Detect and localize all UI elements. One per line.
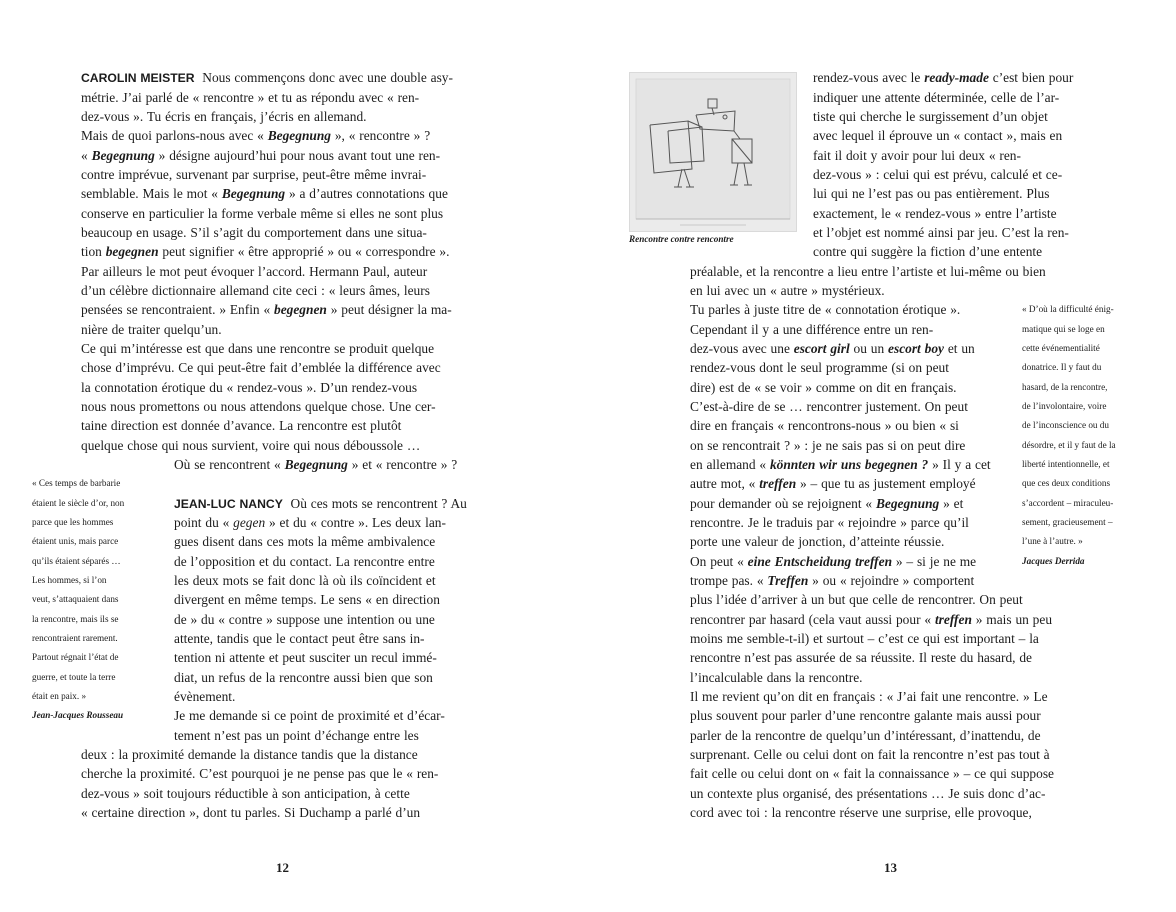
sidenote-line: guerre, et toute la terre bbox=[32, 672, 116, 682]
text-line: rendez-vous dont le seul programme (si on peut bbox=[690, 360, 949, 375]
text-line: rencontrer par hasard (cela vaut aussi pour « treffen » mais un peu bbox=[690, 612, 1053, 627]
text-line: exactement, le « rendez-vous » entre l’artiste bbox=[813, 206, 1057, 221]
text-line: nous nous promettons ou nous attendons quelque chose. Une cer- bbox=[81, 399, 436, 414]
text-line: cord avec toi : la rencontre réserve une surprise, elle provoque, bbox=[690, 805, 1032, 820]
speaker-name: CAROLIN MEISTER bbox=[81, 71, 195, 85]
text-line: « Begegnung » désigne aujourd’hui pour nous avant tout une ren- bbox=[81, 148, 441, 163]
sidenote-line: liberté intentionnelle, et bbox=[1022, 459, 1110, 469]
sidenote-line: de l’involontaire, voire bbox=[1022, 401, 1107, 411]
text-line: on se rencontrait ? » : je ne sais pas si on peut dire bbox=[690, 438, 966, 453]
artwork-image bbox=[629, 72, 797, 232]
text-line: C’est-à-dire de se … rencontrer justement. On peut bbox=[690, 399, 968, 414]
sidenote-line: Les hommes, si l’on bbox=[32, 575, 107, 585]
text-line: les deux mots se fait donc là où ils coïncident et bbox=[174, 573, 436, 588]
text-line: Par ailleurs le mot peut évoquer l’accord. Hermann Paul, auteur bbox=[81, 264, 428, 279]
text-line: tement n’est pas un point d’échange entre les bbox=[174, 728, 419, 743]
right-page bbox=[588, 0, 1176, 912]
text-line: Où se rencontrent « Begegnung » et « rencontre » ? bbox=[174, 457, 458, 472]
sidenote-line: donatrice. Il y faut du bbox=[1022, 362, 1102, 372]
text-line: autre mot, « treffen » – que tu as justement employé bbox=[690, 476, 976, 491]
text-line: nière de traiter quelqu’un. bbox=[81, 322, 222, 337]
text-line: On peut « eine Entscheidung treffen » – si je ne me bbox=[690, 554, 977, 569]
text-line: plus souvent pour parler d’une rencontre galante mais aussi pour bbox=[690, 708, 1041, 723]
text-line: diat, un refus de la rencontre aussi bien que son bbox=[174, 670, 433, 685]
text-line: « certaine direction », dont tu parles. Si Duchamp a parlé d’un bbox=[81, 805, 421, 820]
text-line: dire en français « rencontrons-nous » ou bien « si bbox=[690, 418, 959, 433]
sidenote-line: cette événementialité bbox=[1022, 343, 1100, 353]
text-line: de l’opposition et du contact. La rencontre entre bbox=[174, 554, 435, 569]
text-line: parler de la rencontre de quelqu’un d’intéressant, d’inattendu, de bbox=[690, 728, 1041, 743]
text-line: et l’objet est nommé ainsi par jeu. C’est la ren- bbox=[813, 225, 1069, 240]
text-line: tion begegnen peut signifier « être approprié » ou « correspondre ». bbox=[81, 244, 450, 259]
text-line: l’incalculable dans la rencontre. bbox=[690, 670, 863, 685]
sidenote-line: matique qui se loge en bbox=[1022, 324, 1105, 334]
text-line: conserve en particulier la forme verbale même si elles ne sont plus bbox=[81, 206, 444, 221]
text-line: contre imprévue, survenant par surprise, peut-être même invrai- bbox=[81, 167, 427, 182]
page-number: 13 bbox=[884, 860, 897, 875]
sidenote-author: Jacques Derrida bbox=[1022, 556, 1085, 566]
text-line: porte une valeur de jonction, d’atteinte réussie. bbox=[690, 534, 945, 549]
text-line: tiste qui cherche le surgissement d’un objet bbox=[813, 109, 1048, 124]
figure-caption: Rencontre contre rencontre bbox=[629, 234, 734, 244]
text-line: en allemand « könnten wir uns begegnen ? » Il y a cet bbox=[690, 457, 991, 472]
sidenote-line: étaient le siècle d’or, non bbox=[32, 498, 125, 508]
sidenote-line: désordre, et il y faut de la bbox=[1022, 440, 1116, 450]
text-line: Ce qui m’intéresse est que dans une rencontre se produit quelque bbox=[81, 341, 435, 356]
text-line: d’un célèbre dictionnaire allemand cite ceci : « leurs âmes, leurs bbox=[81, 283, 430, 298]
sidenote-author: Jean-Jacques Rousseau bbox=[32, 710, 124, 720]
sidenote-line: « D’où la difficulté énig- bbox=[1022, 304, 1114, 314]
text-line: point du « gegen » et du « contre ». Les deux lan- bbox=[174, 515, 446, 530]
text-line: en lui avec un « autre » mystérieux. bbox=[690, 283, 885, 298]
sidenote-line: s’accordent – miraculeu- bbox=[1022, 498, 1114, 508]
artwork-drawing bbox=[630, 73, 796, 231]
text-line: préalable, et la rencontre a lieu entre l’artiste et lui-même ou bien bbox=[690, 264, 1046, 279]
page-number: 12 bbox=[276, 860, 289, 875]
sidenote-line: veut, s’attaquaient dans bbox=[32, 594, 119, 604]
sidenote-line: hasard, de la rencontre, bbox=[1022, 382, 1108, 392]
sidenote-line: Partout régnait l’état de bbox=[32, 652, 119, 662]
text-line: fait celle ou celui dont on « fait la connaissance » – ce qui suppose bbox=[690, 766, 1054, 781]
text-line: divergent en même temps. Le sens « en direction bbox=[174, 592, 440, 607]
sidenote-line: sement, gracieusement – bbox=[1022, 517, 1113, 527]
speaker-name: JEAN-LUC NANCY bbox=[174, 497, 283, 511]
text-line: CAROLIN MEISTER Nous commençons donc avec une double asy- bbox=[81, 70, 453, 85]
text-line: dire) est de « se voir » comme on dit en français. bbox=[690, 380, 957, 395]
sidenote-line: était en paix. » bbox=[32, 691, 87, 701]
text-line: fait il doit y avoir pour lui deux « ren- bbox=[813, 148, 1021, 163]
text-line: pensées se rencontraient. » Enfin « begegnen » peut désigner la ma- bbox=[81, 302, 452, 317]
text-line: beaucoup en usage. S’il s’agit du comportement dans une situa- bbox=[81, 225, 427, 240]
text-line: contre qui suggère la fiction d’une entente bbox=[813, 244, 1043, 259]
text-line: attente, tandis que le contact peut être sans in- bbox=[174, 631, 425, 646]
text-line: indiquer une attente déterminée, celle de l’ar- bbox=[813, 90, 1060, 105]
sidenote-line: « Ces temps de barbarie bbox=[32, 478, 121, 488]
sidenote-line: de l’inconscience ou du bbox=[1022, 420, 1109, 430]
text-line: lui qui ne l’est pas ou pas entièrement. Plus bbox=[813, 186, 1050, 201]
text-line: rencontre n’est pas assurée de sa réussite. Il reste du hasard, de bbox=[690, 650, 1032, 665]
sidenote-line: la rencontre, mais ils se bbox=[32, 614, 119, 624]
text-line: semblable. Mais le mot « Begegnung » a d’autres connotations que bbox=[81, 186, 448, 201]
text-line: Tu parles à juste titre de « connotation érotique ». bbox=[690, 302, 961, 317]
sidenote-line: parce que les hommes bbox=[32, 517, 114, 527]
text-line: cherche la proximité. C’est pourquoi je ne pense pas que le « ren- bbox=[81, 766, 439, 781]
sidenote-line: qu’ils étaient séparés … bbox=[32, 556, 121, 566]
sidenote-line: que ces deux conditions bbox=[1022, 478, 1111, 488]
text-line: JEAN-LUC NANCY Où ces mots se rencontrent ? Au bbox=[174, 496, 467, 511]
text-line: la connotation érotique du « rendez-vous ». D’un rendez-vous bbox=[81, 380, 418, 395]
text-line: dez-vous ». Tu écris en français, j’écris en allemand. bbox=[81, 109, 367, 124]
text-line: Je me demande si ce point de proximité et d’écar- bbox=[174, 708, 445, 723]
sidenote-line: rencontraient rarement. bbox=[32, 633, 118, 643]
sidenote-line: étaient unis, mais parce bbox=[32, 536, 119, 546]
text-line: trompe pas. « Treffen » ou « rejoindre » comportent bbox=[690, 573, 975, 588]
text-line: rencontre. Je le traduis par « rejoindre » parce qu’il bbox=[690, 515, 969, 530]
text-line: de » du « contre » suppose une intention ou une bbox=[174, 612, 435, 627]
text-line: chose d’imprévu. Ce qui peut-être fait d’emblée la différence avec bbox=[81, 360, 441, 375]
text-line: moins me semble-t-il) et surtout – c’est ce qui est important – la bbox=[690, 631, 1039, 646]
text-line: rendez-vous avec le ready-made c’est bien pour bbox=[813, 70, 1074, 85]
text-line: gues disent dans ces mots la même ambivalence bbox=[174, 534, 436, 549]
sidenote-line: l’une à l’autre. » bbox=[1022, 536, 1083, 546]
text-line: évènement. bbox=[174, 689, 236, 704]
text-line: Il me revient qu’on dit en français : « J’ai fait une rencontre. » Le bbox=[690, 689, 1048, 704]
text-line: pour demander où se rejoignent « Begegnung » et bbox=[690, 496, 964, 511]
text-line: dez-vous » : celui qui est prévu, calculé et ce- bbox=[813, 167, 1063, 182]
text-line: deux : la proximité demande la distance tandis que la distance bbox=[81, 747, 418, 762]
text-line: surprenant. Celle ou celui dont on fait la rencontre n’est pas tout à bbox=[690, 747, 1050, 762]
text-line: dez-vous avec une escort girl ou un escort boy et un bbox=[690, 341, 975, 356]
text-line: métrie. J’ai parlé de « rencontre » et tu as répondu avec « ren- bbox=[81, 90, 420, 105]
text-line: dez-vous » soit toujours réductible à son anticipation, à cette bbox=[81, 786, 410, 801]
text-line: taine direction est donnée d’avance. La rencontre est plutôt bbox=[81, 418, 402, 433]
text-line: un contexte plus organisé, des présentations … Je suis donc d’ac- bbox=[690, 786, 1046, 801]
text-line: Cependant il y a une différence entre un ren- bbox=[690, 322, 934, 337]
text-line: quelque chose qui nous survient, voire qui nous déboussole … bbox=[81, 438, 421, 453]
text-line: Mais de quoi parlons-nous avec « Begegnung », « rencontre » ? bbox=[81, 128, 431, 143]
text-line: avec lequel il éprouve un « contact », mais en bbox=[813, 128, 1063, 143]
text-line: tention ni attente et peut susciter un recul immé- bbox=[174, 650, 437, 665]
text-line: plus l’idée d’arriver à un but que celle de rencontrer. On peut bbox=[690, 592, 1023, 607]
